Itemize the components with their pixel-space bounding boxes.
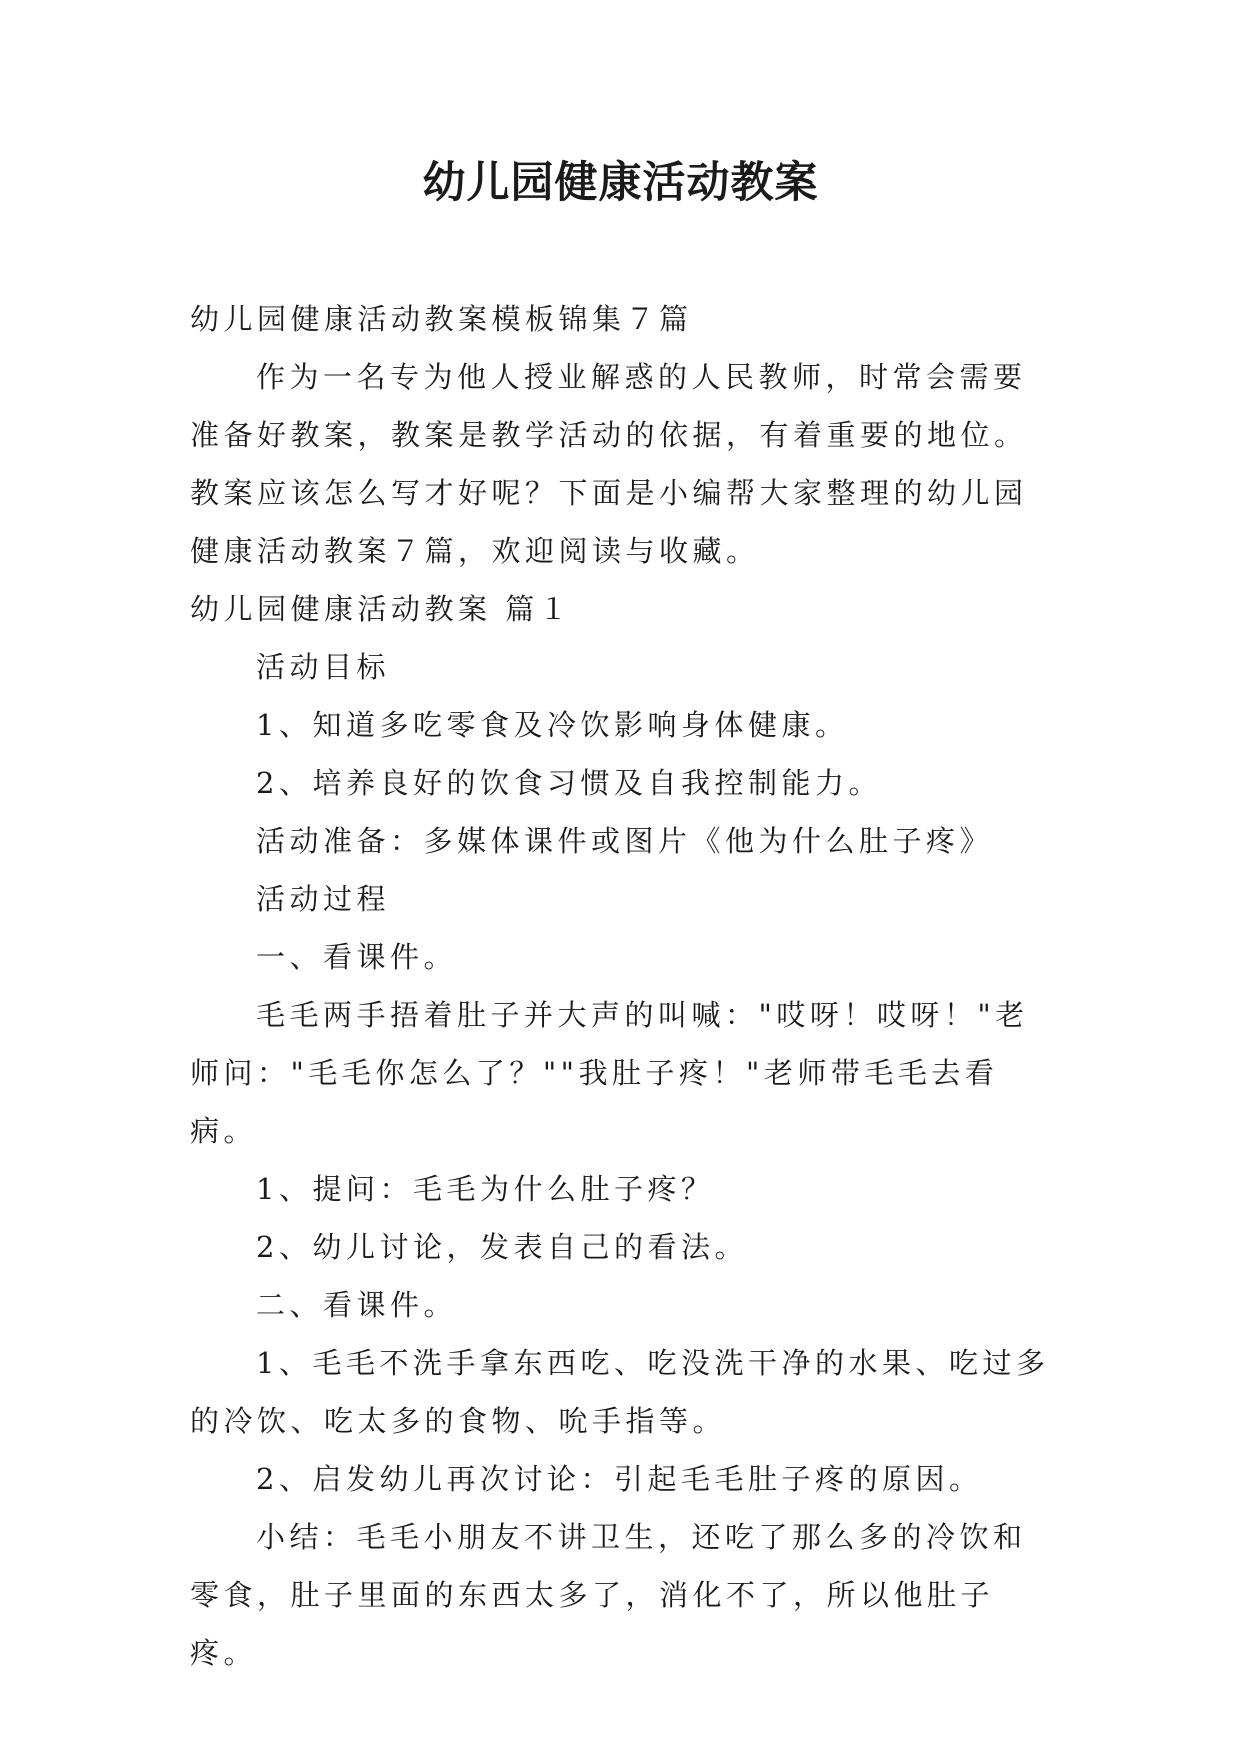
paragraph: 作为一名专为他人授业解惑的人民教师，时常会需要准备好教案，教案是教学活动的依据，有着重要的地位。教案应该怎么写才好呢？下面是小编帮大家整理的幼儿园健康活动教案７篇，欢迎阅读与收藏。 (190, 360, 1028, 568)
document-body (190, 290, 1050, 1682)
document-title: 幼儿园健康活动教案 (422, 158, 819, 208)
paragraph: 毛毛两手捂着肚子并大声的叫喊："哎呀！哎呀！"老师问："毛毛你怎么了？""我肚子疼！"老师带毛毛去看病。 (190, 998, 1029, 1148)
paragraph: 二、看课件。 (256, 1288, 458, 1322)
paragraph: 2、启发幼儿再次讨论：引起毛毛肚子疼的原因。 (256, 1462, 983, 1496)
paragraph: 小结：毛毛小朋友不讲卫生，还吃了那么多的冷饮和零食，肚子里面的东西太多了，消化不了，所以他肚子疼。 (190, 1520, 1027, 1670)
paragraph: 活动目标 (256, 650, 391, 684)
paragraph: 活动准备：多媒体课件或图片《他为什么肚子疼》 (256, 824, 994, 858)
paragraph: 活动过程 (256, 882, 391, 916)
paragraph: 一、看课件。 (256, 940, 458, 974)
paragraph: 1、知道多吃零食及冷饮影响身体健康。 (256, 708, 849, 742)
paragraph: 幼儿园健康活动教案模板锦集７篇 (190, 302, 693, 336)
paragraph: 幼儿园健康活动教案 篇１ (190, 592, 573, 626)
paragraph: 1、提问：毛毛为什么肚子疼？ (256, 1172, 715, 1206)
paragraph: 2、幼儿讨论，发表自己的看法。 (256, 1230, 748, 1264)
paragraph: 2、培养良好的饮食习惯及自我控制能力。 (256, 766, 882, 800)
paragraph: 1、毛毛不洗手拿东西吃、吃没洗干净的水果、吃过多的冷饮、吃太多的食物、吮手指等。 (190, 1346, 1050, 1438)
